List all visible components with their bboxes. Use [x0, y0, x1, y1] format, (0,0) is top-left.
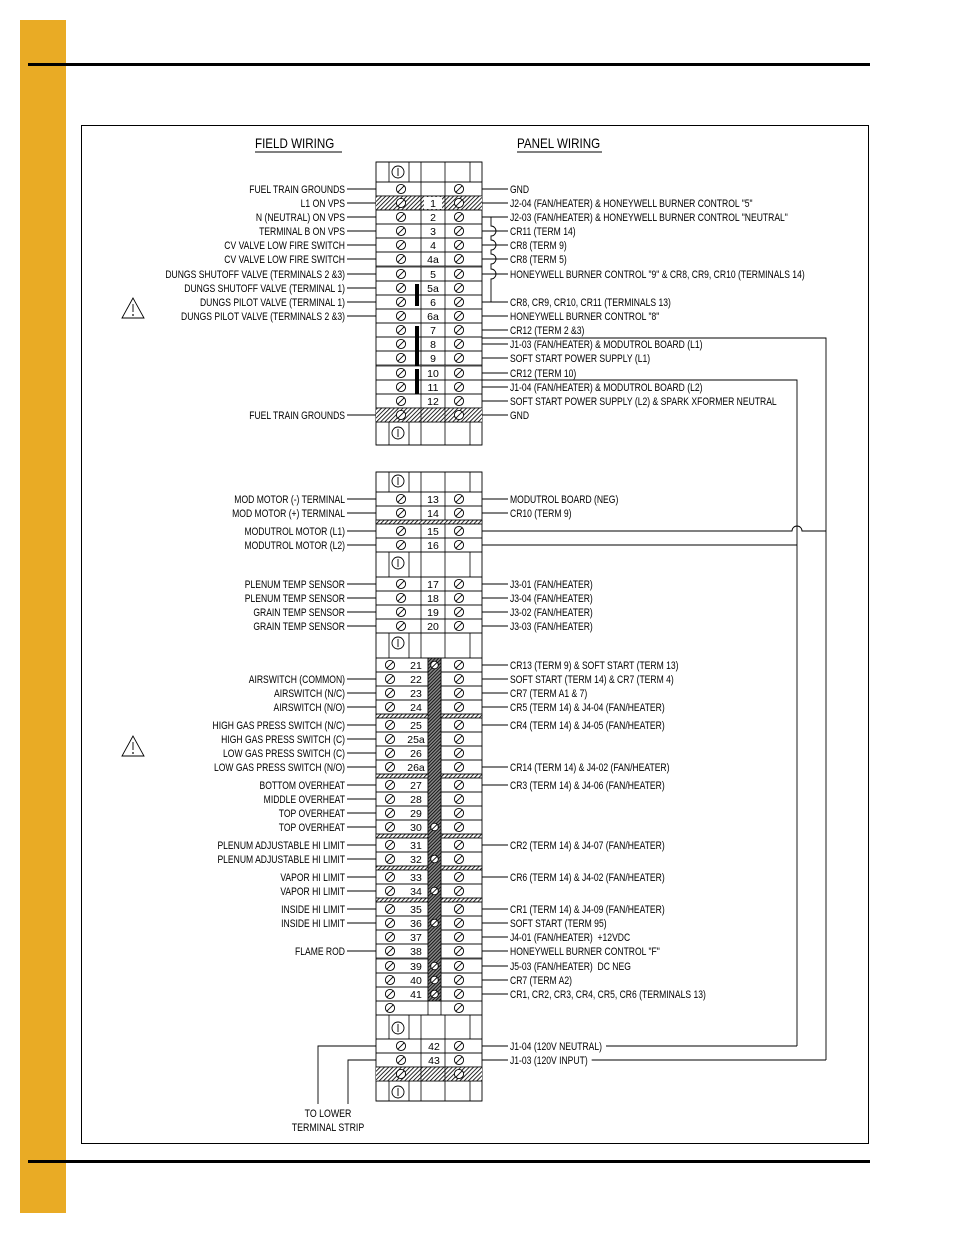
- terminal-screw-icon: [385, 780, 394, 789]
- terminal-screw-icon: [396, 283, 405, 292]
- terminal-screw-icon: [385, 748, 394, 757]
- terminal-screw-icon: [385, 932, 394, 941]
- terminal-screw-icon: [454, 1069, 463, 1078]
- terminal-screw-icon: [454, 579, 463, 588]
- field-wiring-label: INSIDE HI LIMIT: [281, 904, 345, 917]
- terminal-number: 6: [430, 297, 436, 309]
- field-wiring-label: HIGH GAS PRESS SWITCH (C): [221, 734, 345, 747]
- panel-wiring-label: MODUTROL BOARD (NEG): [510, 494, 619, 507]
- terminal-screw-icon: [454, 226, 463, 235]
- field-wiring-label: MODUTROL MOTOR (L1): [244, 526, 345, 539]
- terminal-number: 17: [427, 579, 439, 591]
- field-wiring-label: GRAIN TEMP SENSOR: [253, 607, 345, 620]
- panel-wiring-heading: PANEL WIRING: [517, 136, 601, 152]
- terminal-number: 13: [427, 494, 439, 506]
- terminal-screw-icon: [454, 854, 463, 863]
- panel-wiring-label: J3-01 (FAN/HEATER): [510, 579, 593, 592]
- terminal-screw-icon: [454, 748, 463, 757]
- panel-wiring-label: J4-01 (FAN/HEATER) +12VDC: [510, 932, 631, 945]
- field-wiring-label: FUEL TRAIN GROUNDS: [249, 184, 345, 197]
- terminal-number: 39: [410, 961, 422, 973]
- terminal-number: 8: [430, 339, 436, 351]
- terminal-row: [234, 492, 618, 506]
- panel-wiring-label: GND: [510, 184, 530, 197]
- panel-wiring-label: CR8, CR9, CR10, CR11 (TERMINALS 13): [510, 297, 671, 310]
- terminal-row: [376, 930, 630, 944]
- warning-triangle-icon: [122, 298, 144, 318]
- terminal-screw-icon: [454, 297, 463, 306]
- field-wiring-label: PLENUM TEMP SENSOR: [244, 579, 345, 592]
- terminal-screw-icon: [396, 579, 405, 588]
- jumper-bar: [415, 369, 419, 394]
- terminal-row: [256, 210, 788, 224]
- field-wiring-label: TOP OVERHEAT: [278, 808, 345, 821]
- jumper-bar: [415, 284, 419, 306]
- panel-wiring-label: SOFT START POWER SUPPLY (L2) & SPARK XFORMER NEUTRAL: [510, 396, 777, 409]
- terminal-screw-icon: [396, 212, 405, 221]
- terminal-row: [165, 267, 804, 281]
- terminal-number: 11: [427, 382, 439, 394]
- terminal-screw-icon: [454, 339, 463, 348]
- terminal-screw-icon: [385, 808, 394, 817]
- terminal-screw-icon: [385, 688, 394, 697]
- terminal-number: 5: [430, 269, 436, 281]
- field-wiring-label: BOTTOM OVERHEAT: [259, 780, 345, 793]
- terminal-number: 34: [410, 886, 422, 898]
- panel-wiring-label: CR1, CR2, CR3, CR4, CR5, CR6 (TERMINALS 13): [510, 989, 706, 1002]
- terminal-screw-icon: [396, 325, 405, 334]
- field-wiring-label: PLENUM TEMP SENSOR: [244, 593, 345, 606]
- terminal-number: 12: [427, 396, 439, 408]
- terminal-screw-icon: [396, 198, 405, 207]
- terminal-number: 41: [410, 989, 422, 1001]
- terminal-screw-icon: [396, 508, 405, 517]
- terminal-screw-icon: [454, 904, 463, 913]
- terminal-screw-icon: [454, 212, 463, 221]
- panel-wiring-label: J3-03 (FAN/HEATER): [510, 621, 593, 634]
- terminal-number: 32: [410, 854, 422, 866]
- field-wiring-label: CV VALVE LOW FIRE SWITCH: [224, 240, 345, 253]
- mounting-screw-icon: [392, 1022, 404, 1034]
- field-wiring-label: LOW GAS PRESS SWITCH (C): [223, 748, 345, 761]
- terminal-number: 14: [427, 508, 439, 520]
- panel-wiring-label: J3-02 (FAN/HEATER): [510, 607, 593, 620]
- mounting-screw-icon: [392, 475, 404, 487]
- terminal-screw-icon: [396, 311, 405, 320]
- terminal-number: 35: [410, 904, 422, 916]
- terminal-number: 19: [427, 607, 439, 619]
- terminal-screw-icon: [454, 1041, 463, 1050]
- terminal-number: 3: [430, 226, 436, 238]
- terminal-number: 21: [410, 660, 422, 672]
- field-wiring-label: AIRSWITCH (N/O): [273, 702, 345, 715]
- terminal-screw-icon: [396, 269, 405, 278]
- terminal-number: 18: [427, 593, 439, 605]
- panel-wiring-label: HONEYWELL BURNER CONTROL "F": [510, 946, 660, 959]
- field-wiring-label: MIDDLE OVERHEAT: [263, 794, 345, 807]
- terminal-screw-icon: [454, 674, 463, 683]
- terminal-number: 15: [427, 526, 439, 538]
- terminal-screw-icon: [454, 368, 463, 377]
- field-wiring-label: VAPOR HI LIMIT: [280, 886, 345, 899]
- terminal-screw-icon: [454, 396, 463, 405]
- terminal-screw-icon: [385, 822, 394, 831]
- panel-wiring-label: CR11 (TERM 14): [510, 226, 576, 239]
- field-wiring-label: TERMINAL B ON VPS: [259, 226, 345, 239]
- terminal-row: [376, 394, 777, 408]
- terminal-screw-icon: [396, 382, 405, 391]
- terminal-screw-icon: [454, 918, 463, 927]
- terminal-row: [249, 408, 529, 422]
- terminal-screw-icon: [454, 702, 463, 711]
- field-wiring-label: TOP OVERHEAT: [278, 822, 345, 835]
- mounting-screw-icon: [392, 427, 404, 439]
- warning-exclamation-dot: [132, 752, 134, 754]
- panel-wiring-label: J3-04 (FAN/HEATER): [510, 593, 593, 606]
- terminal-number: 26a: [407, 762, 425, 774]
- field-wiring-label: DUNGS PILOT VALVE (TERMINAL 1): [199, 297, 345, 310]
- field-wiring-label: AIRSWITCH (COMMON): [248, 674, 345, 687]
- terminal-block-1: [165, 182, 804, 422]
- terminal-screw-icon: [396, 607, 405, 616]
- terminal-number: 28: [410, 794, 422, 806]
- panel-wiring-label: CR3 (TERM 14) & J4-06 (FAN/HEATER): [510, 780, 665, 793]
- terminal-screw-icon: [454, 840, 463, 849]
- terminal-screw-icon: [454, 593, 463, 602]
- terminal-screw-icon: [396, 339, 405, 348]
- terminal-screw-icon: [454, 886, 463, 895]
- mounting-screw-icon: [392, 1086, 404, 1098]
- terminal-screw-icon: [454, 780, 463, 789]
- terminal-screw-icon: [385, 989, 394, 998]
- panel-wiring-label: CR12 (TERM 2 &3): [510, 325, 585, 338]
- terminal-number: 25: [410, 720, 422, 732]
- terminal-screw-icon: [431, 661, 439, 669]
- terminal-strip-contents: [165, 162, 804, 1101]
- lower-strip-note-line1: TO LOWER: [304, 1108, 352, 1121]
- ground-bar: [376, 1067, 482, 1081]
- panel-wiring-label: SOFT START (TERM 14) & CR7 (TERM 4): [510, 674, 674, 687]
- field-wiring-label: DUNGS SHUTOFF VALVE (TERMINAL 1): [184, 283, 345, 296]
- field-wiring-label: FUEL TRAIN GROUNDS: [249, 410, 345, 423]
- lower-strip-wire-43: [348, 1060, 376, 1104]
- terminal-screw-icon: [385, 720, 394, 729]
- warning-exclamation-dot: [132, 314, 134, 316]
- terminal-screw-icon: [396, 368, 405, 377]
- terminal-row: [184, 281, 482, 295]
- terminal-screw-icon: [385, 904, 394, 913]
- terminal-screw-icon: [454, 283, 463, 292]
- panel-wiring-label: CR1 (TERM 14) & J4-09 (FAN/HEATER): [510, 904, 665, 917]
- terminal-number: 26: [410, 748, 422, 760]
- terminal-screw-icon: [396, 254, 405, 263]
- terminal-screw-icon: [454, 353, 463, 362]
- field-wiring-heading: FIELD WIRING: [255, 136, 335, 152]
- field-wiring-label: CV VALVE LOW FIRE SWITCH: [224, 254, 345, 267]
- warning-triangle-icon: [122, 736, 144, 756]
- panel-wiring-label: CR7 (TERM A2): [510, 975, 572, 988]
- field-wiring-label: L1 ON VPS: [300, 198, 345, 211]
- terminal-screw-icon: [396, 621, 405, 630]
- panel-wiring-label: J1-04 (120V NEUTRAL): [510, 1041, 602, 1054]
- accent-strip: [20, 20, 66, 1213]
- terminal-number: 1: [430, 198, 436, 210]
- terminal-number: 36: [410, 918, 422, 930]
- terminal-screw-icon: [454, 961, 463, 970]
- terminal-screw-icon: [385, 660, 394, 669]
- panel-wiring-label: SOFT START (TERM 95): [510, 918, 607, 931]
- field-wiring-label: VAPOR HI LIMIT: [280, 872, 345, 885]
- terminal-number: 4: [430, 240, 436, 252]
- terminal-screw-icon: [396, 226, 405, 235]
- panel-wiring-label: J1-04 (FAN/HEATER) & MODUTROL BOARD (L2): [510, 382, 703, 395]
- field-wiring-label: MODUTROL MOTOR (L2): [244, 540, 345, 553]
- terminal-screw-icon: [454, 540, 463, 549]
- panel-wiring-label: CR6 (TERM 14) & J4-02 (FAN/HEATER): [510, 872, 665, 885]
- terminal-number: 25a: [407, 734, 425, 746]
- panel-wiring-label: J1-03 (120V INPUT): [510, 1055, 588, 1068]
- terminal-screw-icon: [385, 961, 394, 970]
- panel-wiring-label: J2-04 (FAN/HEATER) & HONEYWELL BURNER CONTROL "5": [510, 198, 753, 211]
- terminal-number: 24: [410, 702, 422, 714]
- terminal-screw-icon: [454, 872, 463, 881]
- terminal-number: 23: [410, 688, 422, 700]
- field-wiring-label: N (NEUTRAL) ON VPS: [255, 212, 345, 225]
- terminal-screw-icon: [454, 794, 463, 803]
- terminal-screw-icon: [431, 887, 439, 895]
- terminal-screw-icon: [454, 932, 463, 941]
- terminal-screw-icon: [454, 621, 463, 630]
- panel-wiring-label: J1-03 (FAN/HEATER) & MODUTROL BOARD (L1): [510, 339, 703, 352]
- terminal-screw-icon: [454, 1055, 463, 1064]
- panel-wiring-label: CR8 (TERM 9): [510, 240, 567, 253]
- terminal-number: 30: [410, 822, 422, 834]
- terminal-screw-icon: [431, 976, 439, 984]
- terminal-screw-icon: [385, 762, 394, 771]
- terminal-screw-icon: [454, 660, 463, 669]
- terminal-screw-icon: [396, 410, 405, 419]
- field-wiring-label: INSIDE HI LIMIT: [281, 918, 345, 931]
- terminal-screw-icon: [385, 946, 394, 955]
- terminal-number: 29: [410, 808, 422, 820]
- terminal-row: [376, 658, 679, 672]
- panel-wiring-label: CR14 (TERM 14) & J4-02 (FAN/HEATER): [510, 762, 670, 775]
- terminal-screw-icon: [454, 508, 463, 517]
- block-separator: [376, 520, 482, 524]
- terminal-screw-icon: [431, 919, 439, 927]
- panel-wiring-label: CR4 (TERM 14) & J4-05 (FAN/HEATER): [510, 720, 665, 733]
- panel-wiring-label: HONEYWELL BURNER CONTROL "8": [510, 311, 660, 324]
- terminal-number: 38: [410, 946, 422, 958]
- terminal-number: 5a: [427, 283, 439, 295]
- terminal-screw-icon: [431, 823, 439, 831]
- terminal-screw-icon: [385, 918, 394, 927]
- field-wiring-label: GRAIN TEMP SENSOR: [253, 621, 345, 634]
- terminal-row: [376, 1067, 482, 1081]
- ground-bar: [376, 408, 482, 422]
- terminal-screw-icon: [385, 702, 394, 711]
- terminal-screw-icon: [396, 526, 405, 535]
- bottom-rule: [28, 1160, 870, 1163]
- terminal-screw-icon: [396, 396, 405, 405]
- terminal-screw-icon: [396, 1069, 405, 1078]
- field-wiring-label: FLAME ROD: [294, 946, 345, 959]
- terminal-screw-icon: [454, 734, 463, 743]
- terminal-screw-icon: [385, 1003, 394, 1012]
- terminal-row: [301, 196, 753, 210]
- terminal-number: 37: [410, 932, 422, 944]
- terminal-screw-icon: [396, 1041, 405, 1050]
- terminal-number: 43: [428, 1055, 440, 1067]
- terminal-screw-icon: [431, 962, 439, 970]
- terminal-screw-icon: [454, 184, 463, 193]
- terminal-screw-icon: [431, 990, 439, 998]
- neutral-jumper-wire: [491, 217, 496, 302]
- modutrol-l1-wire: [482, 526, 826, 531]
- terminal-screw-icon: [396, 1055, 405, 1064]
- terminal-number: 9: [430, 353, 436, 365]
- terminal-screw-icon: [396, 494, 405, 503]
- terminal-screw-icon: [454, 198, 463, 207]
- terminal-screw-icon: [396, 184, 405, 193]
- top-rule: [28, 63, 870, 66]
- field-wiring-label: DUNGS PILOT VALVE (TERMINALS 2 &3): [181, 311, 345, 324]
- terminal-screw-icon: [385, 886, 394, 895]
- terminal-number: 31: [410, 840, 422, 852]
- terminal-number: 27: [410, 780, 422, 792]
- terminal-number: 33: [410, 872, 422, 884]
- panel-wiring-label: HONEYWELL BURNER CONTROL "9" & CR8, CR9, CR10 (TERMINALS 14): [510, 269, 805, 282]
- panel-wiring-label: J2-03 (FAN/HEATER) & HONEYWELL BURNER CONTROL "NEUTRAL": [510, 212, 788, 225]
- field-wiring-label: PLENUM ADJUSTABLE HI LIMIT: [217, 840, 345, 853]
- terminal-screw-icon: [396, 593, 405, 602]
- terminal-screw-icon: [454, 254, 463, 263]
- mounting-screw-icon: [392, 557, 404, 569]
- field-wiring-label: DUNGS SHUTOFF VALVE (TERMINALS 2 &3): [165, 269, 345, 282]
- terminal-screw-icon: [385, 734, 394, 743]
- panel-wiring-label: CR8 (TERM 5): [510, 254, 567, 267]
- terminal-screw-icon: [385, 840, 394, 849]
- mounting-screw-icon: [392, 166, 404, 178]
- terminal-screw-icon: [454, 494, 463, 503]
- terminal-number: 40: [410, 975, 422, 987]
- field-wiring-label: MOD MOTOR (-) TERMINAL: [234, 494, 345, 507]
- field-wiring-label: MOD MOTOR (+) TERMINAL: [232, 508, 345, 521]
- terminal-screw-icon: [454, 822, 463, 831]
- terminal-screw-icon: [385, 872, 394, 881]
- terminal-screw-icon: [454, 688, 463, 697]
- panel-return-wires: [592, 1046, 826, 1060]
- panel-wiring-label: CR12 (TERM 10): [510, 368, 577, 381]
- terminal-screw-icon: [454, 325, 463, 334]
- terminal-screw-icon: [454, 607, 463, 616]
- terminal-screw-icon: [396, 240, 405, 249]
- terminal-number: 2: [430, 212, 436, 224]
- terminal-number: 42: [428, 1041, 440, 1053]
- terminal-screw-icon: [454, 240, 463, 249]
- terminal-number: 7: [430, 325, 436, 337]
- terminal-screw-icon: [454, 989, 463, 998]
- panel-wiring-label: CR2 (TERM 14) & J4-07 (FAN/HEATER): [510, 840, 665, 853]
- lower-strip-wire-42: [318, 1046, 376, 1104]
- terminal-screw-icon: [454, 410, 463, 419]
- field-wiring-label: AIRSWITCH (N/C): [274, 688, 345, 701]
- terminal-screw-icon: [454, 311, 463, 320]
- terminal-row: [376, 959, 631, 973]
- terminal-screw-icon: [454, 526, 463, 535]
- terminal-number: 22: [410, 674, 422, 686]
- panel-wiring-label: CR13 (TERM 9) & SOFT START (TERM 13): [510, 660, 679, 673]
- terminal-screw-icon: [454, 762, 463, 771]
- terminal-screw-icon: [431, 855, 439, 863]
- terminal-number: 4a: [427, 254, 439, 266]
- panel-wiring-label: GND: [510, 410, 530, 423]
- terminal-screw-icon: [385, 854, 394, 863]
- terminal-screw-icon: [454, 269, 463, 278]
- terminal-screw-icon: [454, 808, 463, 817]
- terminal-screw-icon: [396, 297, 405, 306]
- panel-wiring-label: J5-03 (FAN/HEATER) DC NEG: [510, 961, 631, 974]
- terminal-number: 6a: [427, 311, 439, 323]
- mounting-screw-icon: [392, 637, 404, 649]
- terminal-row: [200, 295, 671, 309]
- terminal-screw-icon: [454, 975, 463, 984]
- terminal-number: 20: [427, 621, 439, 633]
- field-wiring-label: HIGH GAS PRESS SWITCH (N/C): [212, 720, 345, 733]
- terminal-screw-icon: [396, 353, 405, 362]
- panel-wiring-label: CR5 (TERM 14) & J4-04 (FAN/HEATER): [510, 702, 665, 715]
- terminal-screw-icon: [385, 975, 394, 984]
- lower-strip-note-line2: TERMINAL STRIP: [291, 1122, 365, 1135]
- terminal-screw-icon: [385, 794, 394, 803]
- terminal-screw-icon: [454, 720, 463, 729]
- terminal-number: 10: [427, 368, 439, 380]
- terminal-screw-icon: [385, 674, 394, 683]
- field-wiring-label: PLENUM ADJUSTABLE HI LIMIT: [217, 854, 345, 867]
- terminal-number: 16: [427, 540, 439, 552]
- panel-wiring-label: CR7 (TERM A1 & 7): [510, 688, 588, 701]
- panel-wiring-label: CR10 (TERM 9): [510, 508, 572, 521]
- terminal-screw-icon: [454, 946, 463, 955]
- field-wiring-label: LOW GAS PRESS SWITCH (N/O): [213, 762, 345, 775]
- terminal-screw-icon: [454, 1003, 463, 1012]
- terminal-screw-icon: [396, 540, 405, 549]
- jumper-bar: [415, 326, 419, 366]
- terminal-screw-icon: [454, 382, 463, 391]
- panel-wiring-label: SOFT START POWER SUPPLY (L1): [510, 353, 651, 366]
